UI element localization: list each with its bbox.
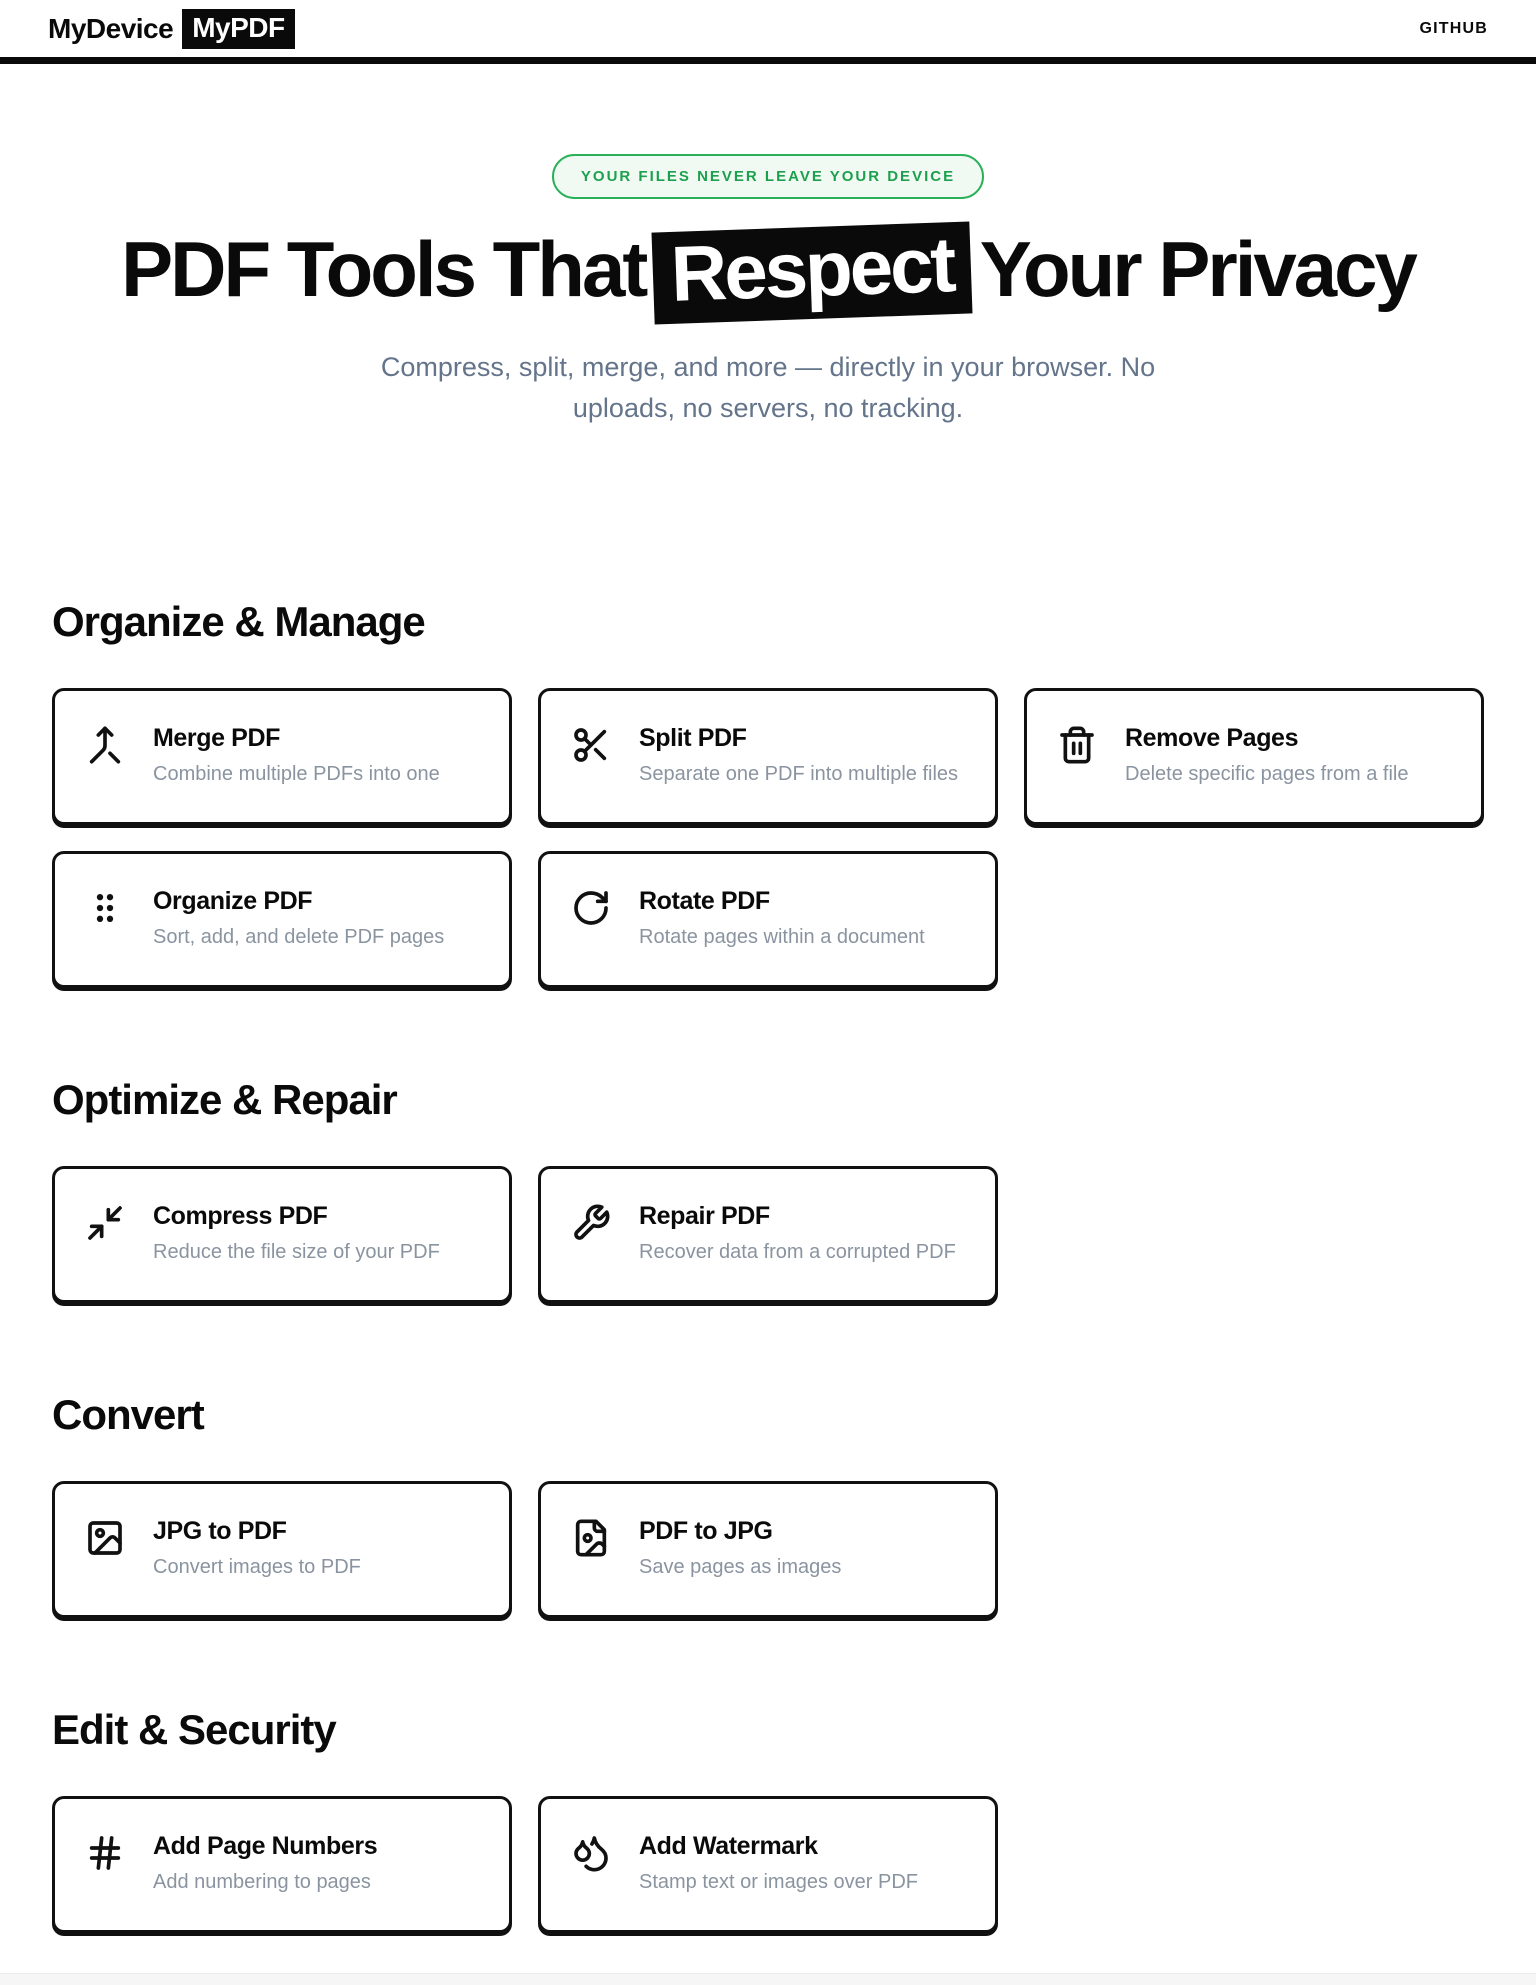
tool-card-repair-pdf[interactable] [538,1166,998,1303]
tool-card-add-watermark[interactable] [538,1796,998,1933]
section-heading: Edit & Security [52,1706,336,1754]
logo-badge: MyPDF [182,9,294,49]
section-heading: Convert [52,1391,204,1439]
tool-title: Rotate PDF [639,887,770,916]
tool-card-organize-pdf[interactable] [52,851,512,988]
rotate-cw-icon [571,888,611,928]
tool-card-grid [52,1166,1484,1303]
file-image-icon [571,1518,611,1558]
grip-dots-icon [85,888,125,928]
compress-icon [85,1203,125,1243]
tool-section [52,1706,1484,1933]
tool-description: Delete specific pages from a file [1125,763,1409,786]
tool-card-add-page-numbers[interactable] [52,1796,512,1933]
tool-description: Separate one PDF into multiple files [639,763,959,786]
tools-content [50,598,1486,1933]
tool-description: Recover data from a corrupted PDF [639,1241,956,1264]
tool-title: Repair PDF [639,1202,770,1231]
tool-description: Convert images to PDF [153,1556,361,1579]
tool-card-split-pdf[interactable] [538,688,998,825]
tool-card-remove-pages[interactable] [1024,688,1484,825]
tool-title: Add Watermark [639,1832,818,1861]
tool-card-rotate-pdf[interactable] [538,851,998,988]
site-header [0,0,1536,64]
hash-icon [85,1833,125,1873]
section-heading: Organize & Manage [52,598,425,646]
tool-title: Organize PDF [153,887,313,916]
tool-card-jpg-to-pdf[interactable] [52,1481,512,1618]
page-title [0,220,1536,319]
tool-description: Reduce the file size of your PDF [153,1241,440,1264]
section-heading: Optimize & Repair [52,1076,397,1124]
site-logo[interactable] [48,9,295,49]
tool-title: PDF to JPG [639,1517,773,1546]
tool-description: Add numbering to pages [153,1871,371,1894]
tool-card-merge-pdf[interactable] [52,688,512,825]
tool-title: Split PDF [639,724,747,753]
tool-card-pdf-to-jpg[interactable] [538,1481,998,1618]
tool-title: Add Page Numbers [153,1832,378,1861]
footer-strip [0,1973,1536,1985]
tool-title: JPG to PDF [153,1517,287,1546]
title-post: Your Privacy [979,225,1415,313]
hero-section [0,64,1536,428]
tool-description: Sort, add, and delete PDF pages [153,926,445,949]
tool-title: Compress PDF [153,1202,328,1231]
tool-section [52,1391,1484,1618]
tool-card-grid [52,1481,1484,1618]
github-link[interactable]: GITHUB [1419,19,1488,37]
merge-icon [85,725,125,765]
tool-section [52,598,1484,988]
tool-card-grid [52,688,1484,988]
tool-section [52,1076,1484,1303]
tool-description: Stamp text or images over PDF [639,1871,918,1894]
tool-title: Merge PDF [153,724,280,753]
tool-card-grid [52,1796,1484,1933]
droplets-icon [571,1833,611,1873]
image-icon [85,1518,125,1558]
privacy-badge: YOUR FILES NEVER LEAVE YOUR DEVICE [552,154,984,199]
scissors-icon [571,725,611,765]
trash-icon [1057,725,1097,765]
tool-card-compress-pdf[interactable] [52,1166,512,1303]
wrench-icon [571,1203,611,1243]
tool-description: Save pages as images [639,1556,842,1579]
logo-text: MyDevice [48,12,174,44]
title-pre: PDF Tools That [121,225,646,313]
hero-subtitle: Compress, split, merge, and more — directly in your browser. No uploads, no servers, no tracking. [380,352,1156,423]
title-highlight: Respect [652,221,973,324]
tool-description: Combine multiple PDFs into one [153,763,440,786]
tool-description: Rotate pages within a document [639,926,925,949]
tool-title: Remove Pages [1125,724,1299,753]
